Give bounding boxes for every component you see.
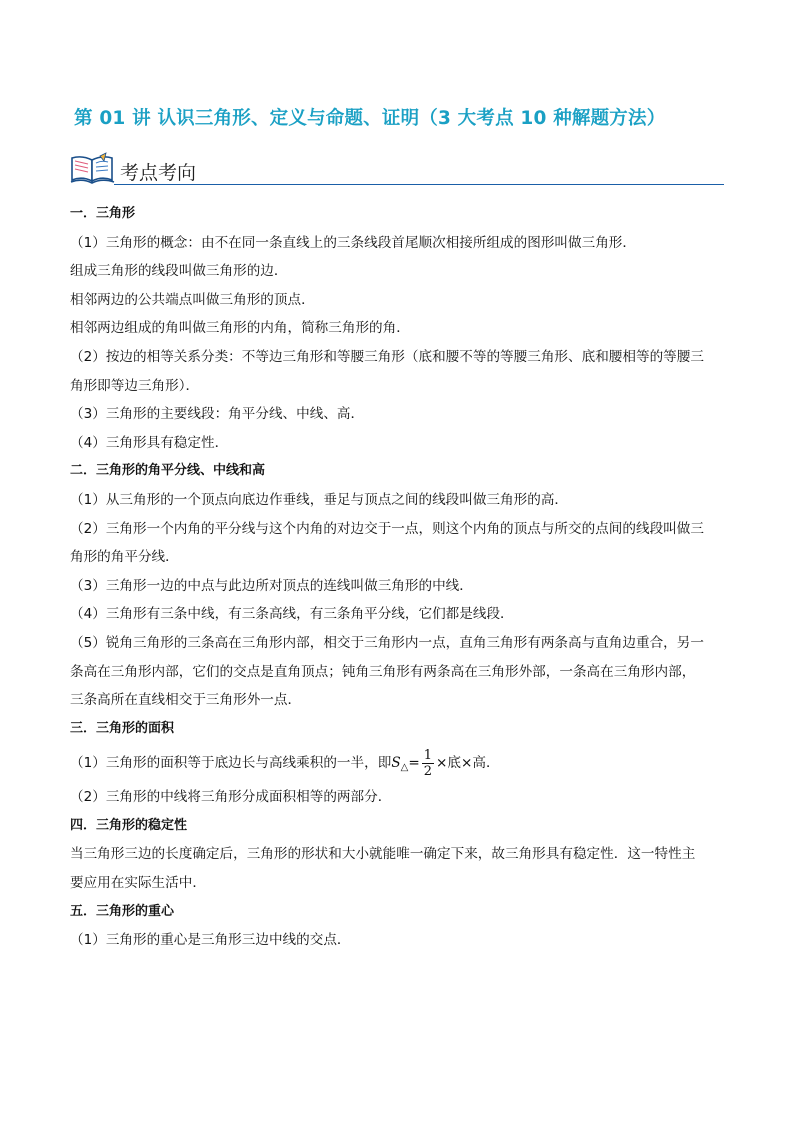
paragraph-line: 相邻两边的公共端点叫做三角形的顶点． [70,291,315,308]
page-title: 第 01 讲 认识三角形、定义与命题、证明（3 大考点 10 种解题方法） [74,108,666,129]
formula-equals: = [408,755,420,772]
section-heading-5: 五．三角形的重心 [70,903,175,919]
paragraph-line: 角形即等边三角形）． [70,377,200,394]
paragraph-line: 三条高所在直线相交于三角形外一点． [70,692,302,709]
header-divider [114,184,724,185]
section-header-label: 考点考向 [120,162,197,184]
formula-suffix: ×底×高． [436,755,500,772]
open-book-icon [70,152,116,184]
section-header [70,150,724,188]
paragraph-line: 角形的角平分线． [70,549,179,566]
paragraph-line: 要应用在实际生活中． [70,875,206,892]
paragraph-line: 当三角形三边的长度确定后，三角形的形状和大小就能唯一确定下来，故三角形具有稳定性．这一特性主 [70,846,696,863]
paragraph-line: 相邻两边组成的角叫做三角形的内角，简称三角形的角． [70,320,410,337]
paragraph-line: （4）三角形有三条中线，有三条高线，有三条角平分线，它们都是线段． [70,606,514,623]
section-heading-4: 四．三角形的稳定性 [70,817,188,833]
paragraph-line: （1）三角形的重心是三角形三边中线的交点． [70,932,351,949]
formula-prefix: （1）三角形的面积等于底边长与高线乘积的一半，即 [70,755,392,772]
paragraph-line: 组成三角形的线段叫做三角形的边． [70,263,288,280]
fraction-numerator: 1 [423,747,433,763]
paragraph-line: （1）三角形的概念：由不在同一条直线上的三条线段首尾顺次相接所组成的图形叫做三角形． [70,234,636,251]
document-body [70,200,726,955]
paragraph-line: （2）三角形的中线将三角形分成面积相等的两部分． [70,789,392,806]
paragraph-line: （1）从三角形的一个顶点向底边作垂线，垂足与顶点之间的线段叫做三角形的高． [70,491,569,508]
section-heading-2: 二．三角形的角平分线、中线和高 [70,463,266,479]
paragraph-line: （3）三角形一边的中点与此边所对顶点的连线叫做三角形的中线． [70,577,473,594]
paragraph-line: （2）三角形一个内角的平分线与这个内角的对边交于一点，则这个内角的顶点与所交的点间的线段叫做三 [70,520,704,537]
formula-subscript: △ [400,762,409,774]
paragraph-line: （5）锐角三角形的三条高在三角形内部，相交于三角形内一点，直角三角形有两条高与直角边重合，另一 [70,634,704,651]
formula-symbol: S [391,755,401,772]
section-heading-1: 一．三角形 [70,206,136,221]
paragraph-line: （2）按边的相等关系分类：不等边三角形和等腰三角形（底和腰不等的等腰三角形、底和腰相等的等腰三 [70,348,704,365]
paragraph-line: （3）三角形的主要线段：角平分线、中线、高． [70,406,365,423]
paragraph-line: 条高在三角形内部，它们的交点是直角顶点；钝角三角形有两条高在三角形外部，一条高在三角形内部， [70,663,696,680]
fraction-one-half [422,748,434,779]
fraction-denominator: 2 [423,763,433,779]
section-heading-3: 三．三角形的面积 [70,720,175,736]
area-formula-line [70,743,726,783]
paragraph-line: （4）三角形具有稳定性． [70,434,229,451]
